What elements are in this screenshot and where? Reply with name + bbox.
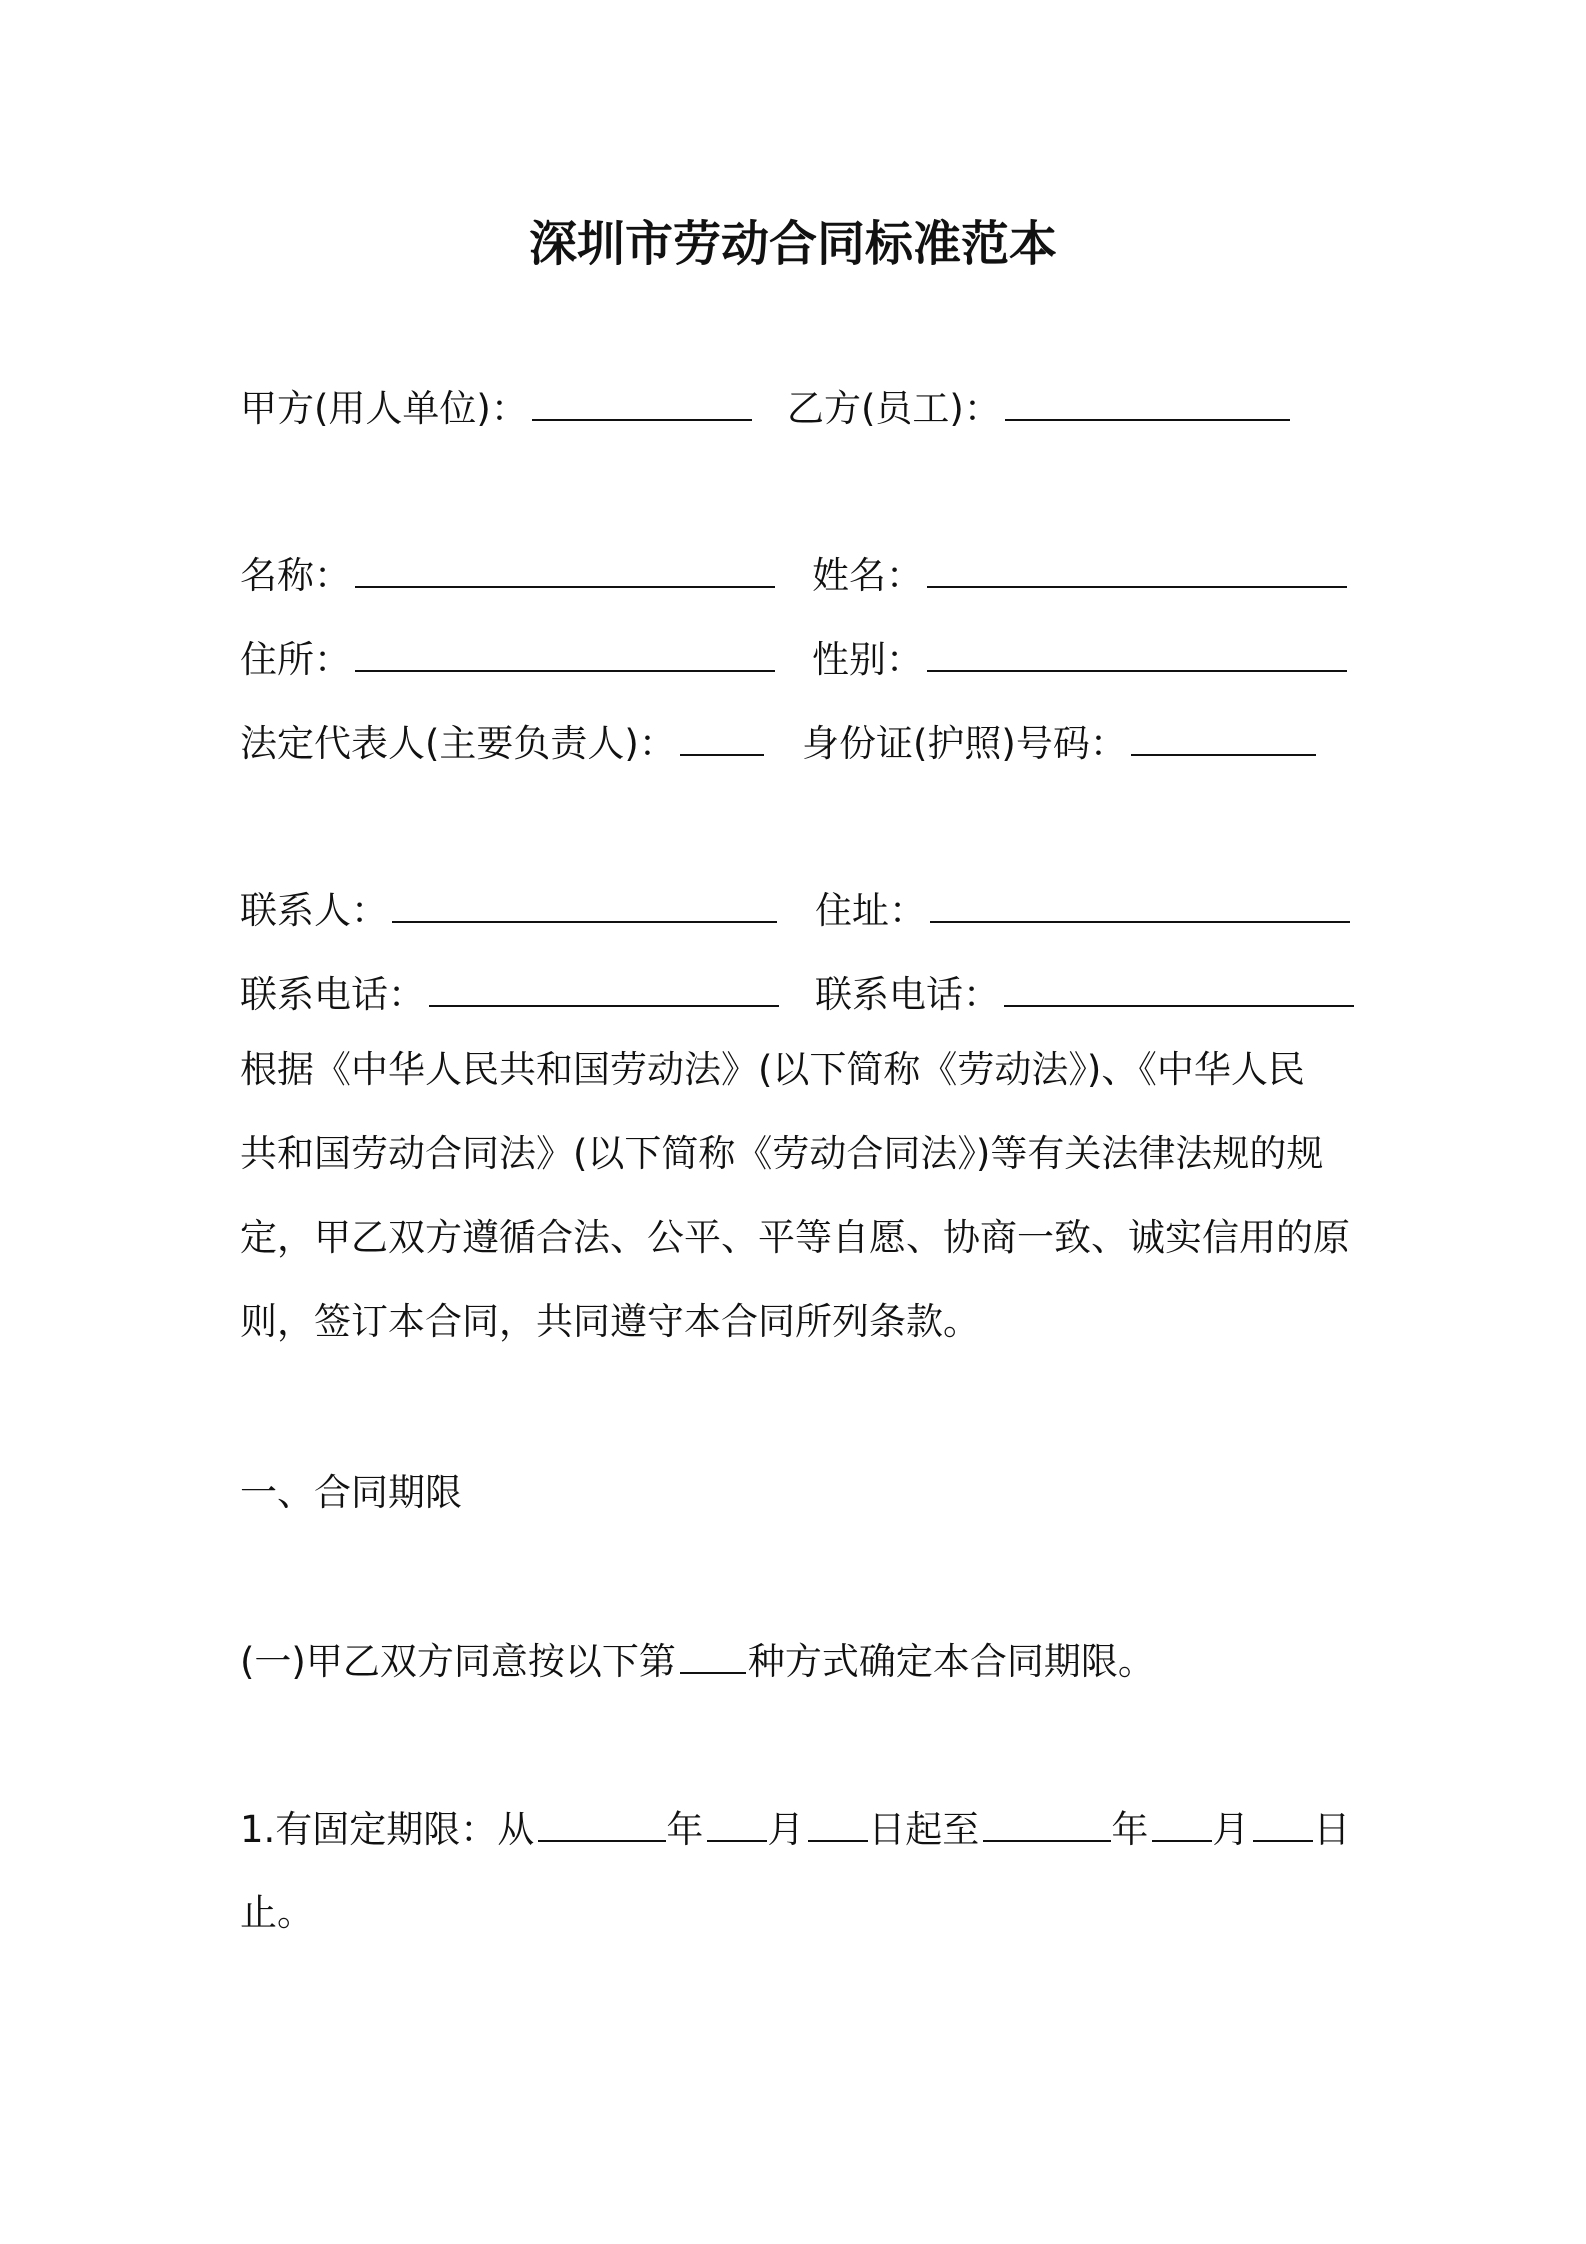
- contact-person-blank[interactable]: [392, 885, 777, 923]
- party-a-label: 甲方(用人单位)：: [240, 387, 528, 430]
- intro-line: 共和国劳动合同法》(以下简称《劳动合同法》)等有关法律法规的规: [240, 1132, 1324, 1175]
- clause-one: [240, 1636, 1155, 1687]
- company-name-blank[interactable]: [355, 550, 775, 588]
- item-end: 止。: [240, 1891, 314, 1934]
- gender-row: [812, 634, 1347, 685]
- phone-b-blank[interactable]: [1004, 969, 1354, 1007]
- gender-label: 性别：: [812, 638, 923, 681]
- phone-b-row: [815, 969, 1354, 1020]
- month-label: 月: [767, 1808, 805, 1851]
- day-to-label: 日起至: [868, 1808, 980, 1851]
- month-label: 月: [1212, 1808, 1250, 1851]
- item-fixed-term: [240, 1804, 1350, 1855]
- year-label: 年: [666, 1808, 704, 1851]
- day-label: 日: [1313, 1808, 1351, 1851]
- party-b-label: 乙方(员工)：: [787, 387, 1001, 430]
- clause-one-blank[interactable]: [680, 1636, 746, 1674]
- clause-one-pre: (一)甲乙双方同意按以下第: [240, 1640, 676, 1683]
- intro-line: 定，甲乙双方遵循合法、公平、平等自愿、协商一致、诚实信用的原: [240, 1216, 1350, 1259]
- party-a-row: [240, 383, 752, 434]
- employee-name-blank[interactable]: [927, 550, 1347, 588]
- employee-name-label: 姓名：: [812, 554, 923, 597]
- end-year-blank[interactable]: [983, 1804, 1111, 1842]
- end-month-blank[interactable]: [1152, 1804, 1212, 1842]
- party-b-row: [787, 383, 1290, 434]
- party-a-blank[interactable]: [532, 383, 752, 421]
- phone-a-label: 联系电话：: [240, 973, 425, 1016]
- gender-blank[interactable]: [927, 634, 1347, 672]
- party-b-blank[interactable]: [1005, 383, 1290, 421]
- address-label: 住址：: [815, 889, 926, 932]
- legal-rep-label: 法定代表人(主要负责人)：: [240, 722, 676, 765]
- item-prefix: 1.有固定期限：从: [240, 1808, 535, 1851]
- document-title: 深圳市劳动合同标准范本: [528, 216, 1057, 272]
- legal-rep-row: [240, 718, 764, 769]
- start-year-blank[interactable]: [538, 1804, 666, 1842]
- phone-a-row: [240, 969, 779, 1020]
- intro-line: 根据《中华人民共和国劳动法》(以下简称《劳动法》)、《中华人民: [240, 1048, 1305, 1091]
- legal-rep-blank[interactable]: [680, 718, 764, 756]
- start-day-blank[interactable]: [808, 1804, 868, 1842]
- employee-name-row: [812, 550, 1347, 601]
- end-day-blank[interactable]: [1253, 1804, 1313, 1842]
- id-number-label: 身份证(护照)号码：: [802, 722, 1127, 765]
- intro-paragraph: [240, 1028, 1360, 1364]
- residence-blank[interactable]: [355, 634, 775, 672]
- section-heading: 一、合同期限: [240, 1471, 462, 1514]
- contact-person-label: 联系人：: [240, 889, 388, 932]
- intro-line: 则，签订本合同，共同遵守本合同所列条款。: [240, 1300, 980, 1343]
- clause-one-post: 种方式确定本合同期限。: [747, 1640, 1155, 1683]
- phone-a-blank[interactable]: [429, 969, 779, 1007]
- company-name-row: [240, 550, 775, 601]
- start-month-blank[interactable]: [707, 1804, 767, 1842]
- residence-row: [240, 634, 775, 685]
- id-number-row: [802, 718, 1316, 769]
- address-blank[interactable]: [930, 885, 1350, 923]
- address-row: [815, 885, 1350, 936]
- residence-label: 住所：: [240, 638, 351, 681]
- company-name-label: 名称：: [240, 554, 351, 597]
- phone-b-label: 联系电话：: [815, 973, 1000, 1016]
- id-number-blank[interactable]: [1131, 718, 1316, 756]
- contact-person-row: [240, 885, 777, 936]
- year-label: 年: [1111, 1808, 1149, 1851]
